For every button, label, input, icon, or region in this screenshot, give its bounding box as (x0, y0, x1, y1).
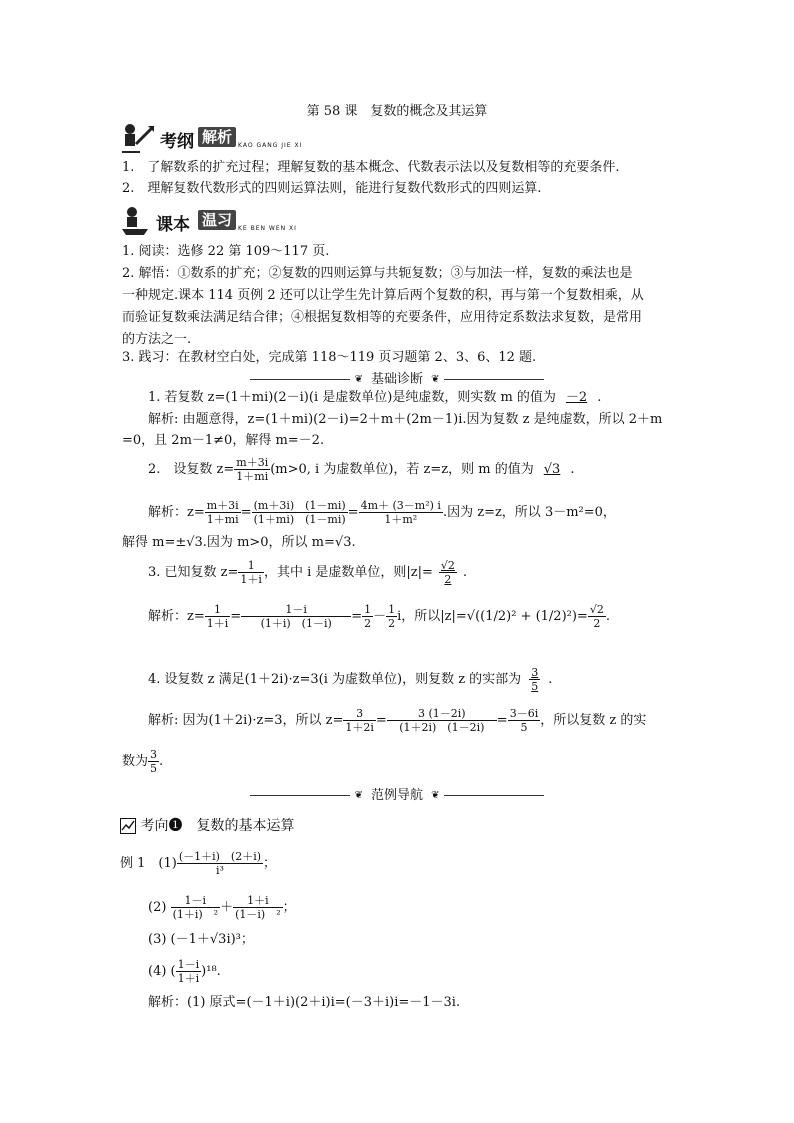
review-line-4: 而验证复数乘法满足结合律；④根据复数相等的充要条件，应用待定系数法求复数，是常用 (122, 310, 643, 325)
review-line-2: 2. 解悟：①数系的扩充；②复数的四则运算与共轭复数；③与加法一样，复数的乘法也是 (122, 266, 633, 281)
q3-solution: 解析：z= $\frac{1}{1+i}$ = $\frac{1-i}{(1+i) (1-i)}$ = $\frac{1}{2}$ － $\frac{1}{2}$ i，所以|z|=√((1/2)² + (1/2)²)= $\frac{√2}{2}$ . (148, 603, 610, 630)
section-sub: KE BEN WEN XI (238, 225, 297, 232)
divider-label: 范例导航 (370, 788, 423, 803)
ornament-icon: ❦ (354, 790, 363, 801)
q4-solution-2: 数为 $\frac{3}{5}$ . (122, 748, 164, 775)
reading-student-icon (118, 205, 156, 237)
section-sub: KAO GANG JIE XI (238, 142, 303, 149)
divider-label: 基础诊断 (370, 372, 423, 387)
ornament-icon: ❦ (431, 374, 440, 385)
question-1: 1. 若复数 z=(1＋mi)(2－i)(i 是虚数单位)是纯虚数，则实数 m 的值为 －2 . (148, 390, 602, 405)
section-label-b: 温习 (198, 210, 236, 230)
review-line-5: 的方法之一. (122, 332, 192, 347)
question-3: 3. 已知复数 z= $\frac{1}{1+i}$ ，其中 i 是虚数单位，则|z|= $\frac{√2}{2}$ . (148, 559, 468, 586)
section-label-a: 考纲 (160, 132, 194, 152)
page-title: 第 58 课 复数的概念及其运算 (306, 104, 488, 119)
section-header-keben (118, 205, 318, 237)
section-label-b: 解析 (198, 127, 236, 147)
question-2: 2. 设复数 z= $\frac{m+3i}{1+mi}$ (m>0, i 为虚数单位)，若 z=z，则 m 的值为 √3 . (148, 456, 575, 483)
example-part-2: (2) $\frac{1-i}{\text{(1＋i) ²}}$ ＋ $\frac{1+i}{\text{(1－i) ²}}$ ； (148, 894, 296, 921)
question-4: 4. 设复数 z 满足(1＋2i)·z=3(i 为虚数单位)，则复数 z 的实部为 $\frac{3}{5}$ . (148, 666, 553, 693)
divider-fanli (0, 784, 794, 803)
ornament-icon: ❦ (431, 790, 440, 801)
divider-jichu (0, 368, 794, 387)
kaoxiang-heading: 考向❶ 复数的基本运算 (120, 817, 294, 835)
objective-2: 2. 理解复数代数形式的四则运算法则，能进行复数代数形式的四则运算. (122, 181, 542, 196)
example-solution: 解析：(1) 原式=(－1＋i)(2＋i)i=(－3＋i)i=－1－3i. (148, 995, 461, 1010)
example-part-1: 例 1 (1) $\frac{(-1+i) (2+i)}{\text{i³}}$ ； (120, 850, 277, 877)
section-label-a: 课本 (156, 215, 190, 235)
q1-solution-1: 解析: 由题意得，z=(1＋mi)(2－i)=2＋m＋(2m－1)i.因为复数 z 是纯虚数，所以 2＋m (148, 412, 663, 427)
q2-solution-2: 解得 m=±√3.因为 m>0，所以 m=√3. (122, 535, 356, 550)
student-figure-icon (118, 122, 156, 154)
section-header-kaogang (118, 122, 318, 154)
review-line-3: 一种规定.课本 114 页例 2 还可以让学生先计算后两个复数的积，再与第一个复数相乘，从 (122, 288, 644, 303)
q2-solution: 解析：z= $\frac{m+3i}{1+mi}$ = $\frac{(m+3i) (1-mi)}{(1+mi) (1-mi)}$ = $\frac{\text{4m＋ (3－m²) i}}{\text{1＋m²}}$ .因为 z=z，所以 3－m²=0， (148, 499, 616, 526)
q4-solution: 解析: 因为(1＋2i)·z=3，所以 z= $\frac{3}{1+2i}$ = $\frac{3 (1-2i)}{(1+2i) (1-2i)}$ = $\frac{3-6i}{5}$ ，所以复数 z 的实 (148, 707, 647, 734)
example-part-3: (3) (－1＋√3i)³； (148, 932, 254, 947)
q1-solution-2: =0，且 2m－1≠0，解得 m=－2. (122, 433, 325, 448)
objective-1: 1. 了解数系的扩充过程；理解复数的基本概念、代数表示法以及复数相等的充要条件. (122, 160, 620, 175)
review-line-6: 3. 践习：在教材空白处，完成第 118～119 页习题第 2、3、6、12 题. (122, 350, 537, 365)
ornament-icon: ❦ (354, 374, 363, 385)
example-part-4: (4) ( $\frac{1-i}{1+i}$ )¹⁸. (148, 958, 221, 985)
trend-arrow-icon (120, 818, 136, 834)
review-line-1: 1. 阅读：选修 22 第 109～117 页. (122, 244, 330, 259)
